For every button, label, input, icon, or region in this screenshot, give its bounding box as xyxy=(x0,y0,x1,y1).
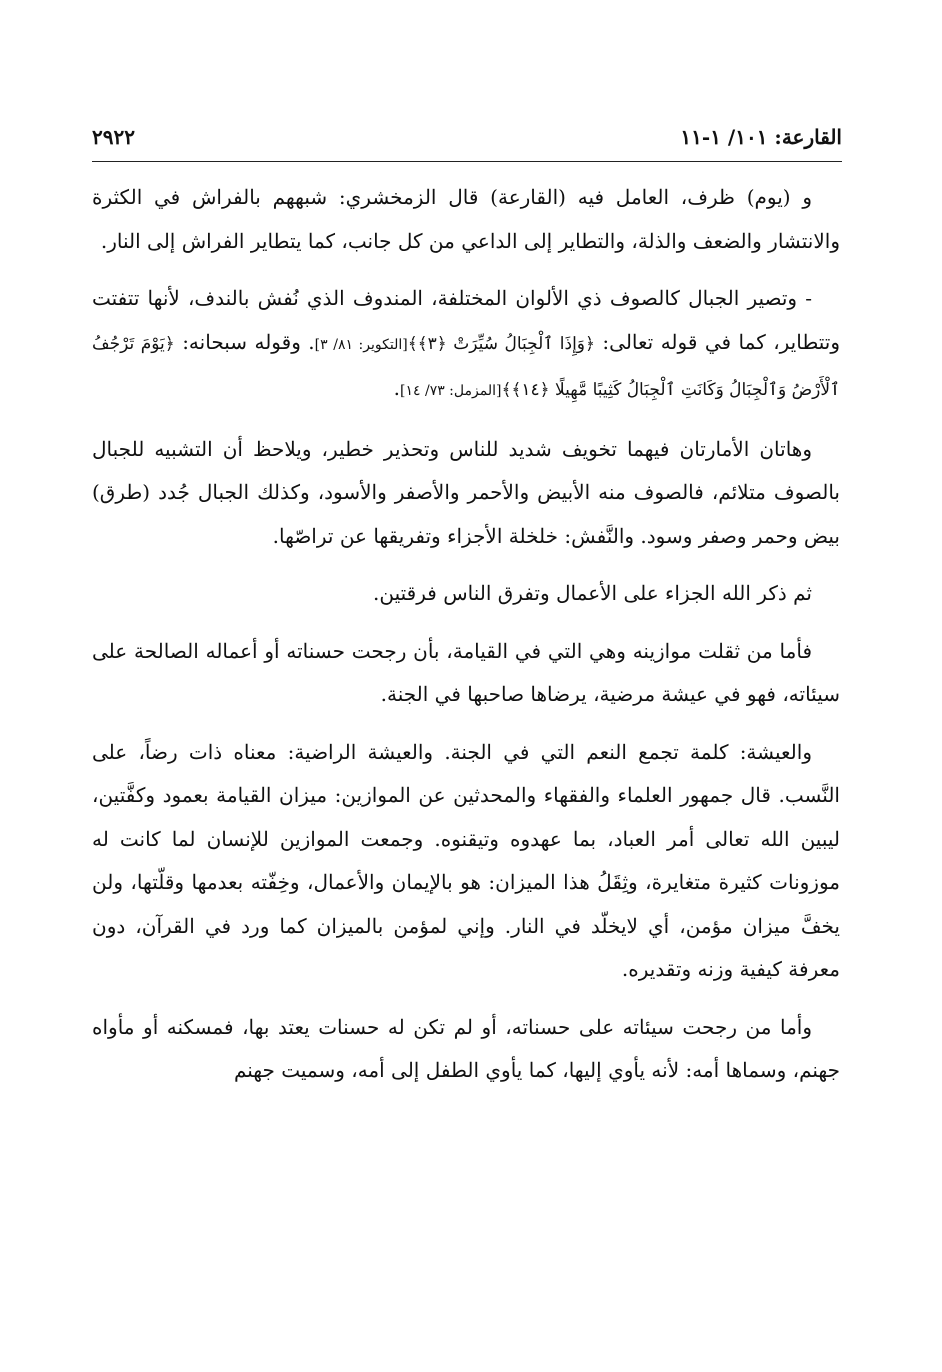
paragraph xyxy=(92,176,840,263)
paragraph xyxy=(92,731,840,992)
quran-verse: ﴿وَإِذَا ٱلْجِبَالُ سُيِّرَتْ ﴿٣﴾﴾ xyxy=(407,333,595,354)
text-segment: و (يوم) ظرف، العامل فيه (القارعة) قال الزمخشري: شبههم بالفراش في الكثرة والانتشار والضعف والذلة، والتطاير إلى الداعي من كل جانب، كما يتطاير الفراش إلى النار. xyxy=(92,185,840,253)
body-text xyxy=(92,176,840,1107)
running-title: القارعة: ١٠١/ ١-١١ xyxy=(680,125,842,149)
text-segment: وهاتان الأمارتان فيهما تخويف شديد للناس وتحذير خطير، ويلاحظ أن التشبيه للجبال بالصوف متلائم، فالصوف منه الأبيض والأحمر والأصفر والأسود، وكذلك الجبال جُدد (طرق) بيض وحمر وصفر وسود. والنَّفش: خلخلة الأجزاء وتفريقها عن تراصّها. xyxy=(92,436,840,548)
header-rule xyxy=(92,161,842,162)
text-segment: - وتصير الجبال كالصوف ذي الألوان المختلفة، المندوف الذي نُفش بالندف، لأنها تتفتت وتتطاير، كما في قوله تعالى: xyxy=(92,286,841,354)
text-segment: والعيشة: كلمة تجمع النعم التي في الجنة. والعيشة الراضية: معناه ذات رضاً، على النَّسب. قال جمهور العلماء والفقهاء والمحدثين عن الموازين: ميزان القيامة بعمود وكفَّتين، ليبين الله تعالى أمر العباد، بما عهدوه وتيقنوه. وجمعت الموازين للإنسان لما كانت له موزونات كثيرة متغايرة، وثِقَلُ هذا الميزان: هو بالإيمان والأعمال، وخِفّته بعدمها وقلّتها، ولن يخفَّ ميزان مؤمن، أي لايخلّد في النار. وإني لمؤمن بالميزان كما ورد في القرآن، دون معرفة كيفية وزنه وتقديره. xyxy=(92,739,840,981)
text-segment: وأما من رجحت سيئاته على حسناته، أو لم تكن له حسنات يعتد بها، فمسكنه أو مأواه جهنم، وسماها أمه: لأنه يأوي إليها، كما يأوي الطفل إلى أمه، وسميت جهنم xyxy=(92,1014,840,1082)
text-segment: ثم ذكر الله الجزاء على الأعمال وتفرق الناس فرقتين. xyxy=(373,581,812,605)
verse-reference: [التكوير: ٨١/ ٣] xyxy=(314,336,408,353)
paragraph xyxy=(92,630,840,717)
paragraph xyxy=(92,572,840,616)
text-segment: . وقوله سبحانه: xyxy=(174,329,315,354)
page-header xyxy=(92,120,842,154)
page-number: ٢٩٢٢ xyxy=(92,125,135,149)
quran-verse: ﴿يَوْمَ تَرْجُفُ ٱلْأَرْضُ وَٱلْجِبَالُ وَكَانَتِ ٱلْجِبَالُ كَثِيبًا مَّهِيلًا ﴿١٤﴾﴾ xyxy=(92,333,840,400)
paragraph xyxy=(92,277,840,414)
verse-reference: [المزمل: ٧٣/ ١٤] xyxy=(400,383,502,399)
text-segment: فأما من ثقلت موازينه وهي التي في القيامة، بأن رجحت حسناته أو أعماله الصالحة على سيئاته، فهو في عيشة مرضية، يرضاها صاحبها في الجنة. xyxy=(92,638,840,706)
text-segment: . xyxy=(393,376,400,400)
paragraph xyxy=(92,428,840,559)
paragraph xyxy=(92,1006,840,1093)
